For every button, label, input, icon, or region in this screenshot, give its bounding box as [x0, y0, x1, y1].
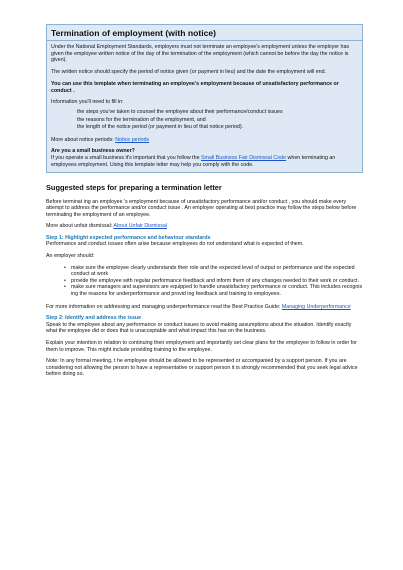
- bullet-item: • make sure managers and supervisors are equipped to handle unsatisfactory performance or conduct. This includes recognis ing the reasons for underperformance and provid ing feedback and training to employees.: [64, 284, 363, 297]
- intro-paragraph: Before terminat ing an employee 's employment because of unsatisfactory performance and/or conduct , you should make every attempt to address the performance and/or conduct issue . An employer operating at best practice may follow the steps below before terminating the employment of an employee.: [46, 198, 357, 218]
- step-1-heading: Step 1: Highlight expected performance and behaviour standards: [46, 234, 211, 241]
- notice-periods-prefix: More about notice periods:: [51, 136, 116, 143]
- best-practice-text: For more information on addressing and managing underperformance read the Best Practice Guide:: [46, 303, 282, 310]
- step-1-text: Performance and conduct issues often arise because employees do not understand what is expected of them.: [46, 241, 304, 248]
- box-body: [47, 41, 362, 172]
- small-business-code-link[interactable]: Small Business Fair Dismissal Code: [201, 155, 287, 162]
- small-business-text-post: when terminating an employees employment. Using this template letter may help you comply with the code.: [51, 155, 336, 168]
- fill-in-item: the reasons for the termination of the employment, and: [77, 116, 206, 123]
- note-paragraph: Note: In any formal meeting, t he employee should be allowed to be represented or accompanied by a support person. If you are considering not allowing the person to have a representative or support person it is strongly recommended that you seek legal advice before doing so.: [46, 358, 358, 378]
- small-business-text-pre: If you operate a small business it's important that you follow the: [51, 155, 201, 162]
- bullet-item: • make sure the employee clearly understands their role and the expected level of output or performance and the expected conduct at work: [64, 265, 363, 278]
- best-practice-line: [46, 304, 363, 311]
- main-content: [46, 199, 363, 378]
- step-2-heading: Step 2: Identify and address the issue: [46, 315, 142, 322]
- small-business-heading: Are you a small business owner?: [51, 148, 135, 155]
- unfair-dismissal-link[interactable]: About Unfair Dismissal: [113, 223, 167, 230]
- employer-bullet-list: [46, 265, 363, 298]
- explain-paragraph: Explain your intention in relation to continuing their employment and importantly set clear plans for the employee to follow in order for them to improve. This might include providing training to the employee.: [46, 340, 357, 353]
- fill-in-list: [51, 109, 358, 132]
- employer-should-label: An employer should:: [46, 253, 95, 260]
- notice-periods-link[interactable]: Notice periods: [115, 136, 150, 143]
- section-heading: Suggested steps for preparing a termination letter: [46, 182, 222, 192]
- bullet-item: • provide the employee with regular performance feedback and inform them of any changes needed to their work or conduct.: [64, 278, 363, 285]
- box-paragraph-2: The written notice should specify the period of notice given (or payment in lieu) and the date the employment will end.: [51, 69, 327, 76]
- box-title: Termination of employment (with notice): [47, 25, 362, 41]
- managing-underperformance-link[interactable]: Managing Underperformance: [281, 303, 351, 310]
- box-paragraph-3: You can use this template when terminating an employee's employment because of unsatisfactory performance or conduct .: [51, 80, 339, 94]
- box-paragraph-4: Information you'll need to fill in:: [51, 99, 124, 106]
- notice-info-box: [46, 24, 363, 173]
- step-2-text: Speak to the employee about any performance or conduct issues to avoid making assumptions about the situation. Identify exactly what the employee did or does that is unacceptable and what impact this has on the business.: [46, 321, 352, 335]
- fill-in-item: the length of the notice period (or payment in lieu of that notice period).: [77, 124, 244, 131]
- box-paragraph-1: Under the National Employment Standards, employers must not terminate an employee's employment unless the employer has given the employee written notice of the day of the termination of the employment (which cannot be before the day the notice is given).: [51, 44, 350, 64]
- unfair-dismissal-prefix: More about unfair dismissal:: [46, 223, 114, 230]
- small-business-section: [51, 148, 358, 168]
- unfair-dismissal-line: [46, 223, 363, 230]
- fill-in-item: the steps you've taken to counsel the employee about their performance/conduct issues: [77, 108, 283, 115]
- notice-periods-line: [51, 137, 358, 144]
